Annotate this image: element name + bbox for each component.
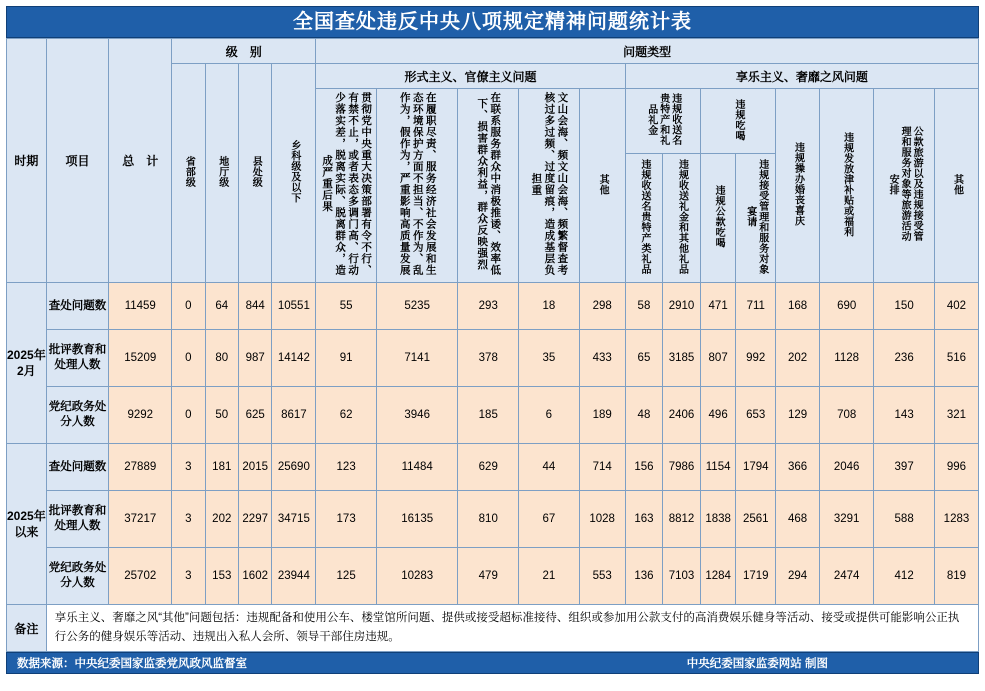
header-level-group: 级 别 <box>172 39 316 64</box>
cell-total: 37217 <box>109 491 172 548</box>
header-hedonism-col-travel-text: 公款旅游以及违规接受管理和服务对象等旅游活动安排 <box>887 126 923 242</box>
footer-source: 数据来源：中央纪委国家监委党风政风监督室 <box>17 658 247 670</box>
cell-formalism: 125 <box>316 548 377 605</box>
row-label: 批评教育和处理人数 <box>46 491 109 548</box>
header-formalism-col-4 <box>519 89 580 283</box>
header-hedonism-col-allowance-text: 违规发放津补贴或福利 <box>841 131 853 237</box>
cell-level: 2015 <box>238 444 271 491</box>
row-label: 查处问题数 <box>46 283 109 330</box>
cell-level: 1602 <box>238 548 271 605</box>
cell-hedonism: 7103 <box>663 548 701 605</box>
cell-level: 3 <box>172 491 205 548</box>
cell-formalism: 433 <box>579 330 625 387</box>
header-level-xiangke-text: 乡科级及以下 <box>288 140 300 203</box>
header-level-xianchu-text: 县处级 <box>250 155 262 188</box>
header-level-diting-text: 地厅级 <box>216 155 228 188</box>
cell-hedonism: 1154 <box>700 444 736 491</box>
header-banquet-col-1-text: 违规公款吃喝 <box>713 185 725 248</box>
cell-hedonism: 1719 <box>736 548 776 605</box>
header-hedonism-col-other <box>934 89 978 283</box>
header-gift-col-2-text: 违规收送礼金和其他礼品 <box>676 158 688 275</box>
header-level-diting <box>205 64 238 283</box>
table-row <box>7 330 979 387</box>
cell-level: 64 <box>205 283 238 330</box>
cell-level: 3 <box>172 548 205 605</box>
cell-level: 80 <box>205 330 238 387</box>
note-text: 享乐主义、奢靡之风“其他”问题包括：违规配备和使用公车、楼堂馆所问题、提供或接受超标准接待、组织或参加用公款支付的高消费娱乐健身等活动、接受或提供可能影响公正执行公务的健身娱乐等活动、违规出入私人会所、领导干部住房违规。 <box>46 605 978 652</box>
cell-level: 0 <box>172 283 205 330</box>
cell-formalism: 55 <box>316 283 377 330</box>
cell-level: 181 <box>205 444 238 491</box>
cell-formalism: 62 <box>316 387 377 444</box>
header-formalism-col-1-text: 贯彻党中央重大决策部署有令不行、有禁不止，或者表态多调门高、行动少落实差，脱离实际、脱离群众，造成严重后果 <box>321 92 373 276</box>
cell-total: 9292 <box>109 387 172 444</box>
header-level-xiangke <box>272 64 316 283</box>
cell-hedonism: 2406 <box>663 387 701 444</box>
cell-hedonism: 402 <box>934 283 978 330</box>
cell-formalism: 1028 <box>579 491 625 548</box>
cell-hedonism: 653 <box>736 387 776 444</box>
period-cell-2: 2025年以来 <box>7 444 47 605</box>
cell-level: 0 <box>172 330 205 387</box>
cell-level: 14142 <box>272 330 316 387</box>
cell-hedonism: 471 <box>700 283 736 330</box>
row-label: 批评教育和处理人数 <box>46 330 109 387</box>
cell-hedonism: 294 <box>776 548 820 605</box>
cell-level: 202 <box>205 491 238 548</box>
cell-total: 27889 <box>109 444 172 491</box>
header-banquet-group <box>700 89 775 154</box>
cell-formalism: 298 <box>579 283 625 330</box>
header-gift-col-1 <box>625 154 663 283</box>
table-row <box>7 283 979 330</box>
cell-hedonism: 3291 <box>819 491 873 548</box>
header-hedonism-col-wedding-text: 违规操办婚丧喜庆 <box>792 142 804 226</box>
header-formalism-group: 形式主义、官僚主义问题 <box>316 64 625 89</box>
table-row <box>7 548 979 605</box>
cell-formalism: 293 <box>458 283 519 330</box>
cell-formalism: 67 <box>519 491 580 548</box>
header-gift-group <box>625 89 700 154</box>
cell-formalism: 3946 <box>376 387 458 444</box>
cell-formalism: 629 <box>458 444 519 491</box>
cell-hedonism: 7986 <box>663 444 701 491</box>
cell-hedonism: 496 <box>700 387 736 444</box>
header-hedonism-col-other-text: 其他 <box>951 173 963 195</box>
cell-formalism: 10283 <box>376 548 458 605</box>
cell-formalism: 16135 <box>376 491 458 548</box>
cell-total: 15209 <box>109 330 172 387</box>
cell-formalism: 6 <box>519 387 580 444</box>
cell-hedonism: 807 <box>700 330 736 387</box>
cell-hedonism: 1128 <box>819 330 873 387</box>
cell-hedonism: 2910 <box>663 283 701 330</box>
header-gift-group-text: 违规收送名贵特产和礼品礼金 <box>645 93 681 146</box>
header-hedonism-col-wedding <box>776 89 820 283</box>
cell-level: 625 <box>238 387 271 444</box>
header-row-1 <box>7 39 979 64</box>
cell-formalism: 44 <box>519 444 580 491</box>
cell-level: 0 <box>172 387 205 444</box>
cell-hedonism: 163 <box>625 491 663 548</box>
cell-total: 25702 <box>109 548 172 605</box>
header-total: 总 计 <box>109 39 172 283</box>
cell-hedonism: 2474 <box>819 548 873 605</box>
table-row <box>7 444 979 491</box>
header-period: 时期 <box>7 39 47 283</box>
cell-hedonism: 2561 <box>736 491 776 548</box>
header-formalism-col-1 <box>316 89 377 283</box>
footer-bar <box>6 652 979 674</box>
cell-hedonism: 2046 <box>819 444 873 491</box>
header-item: 项目 <box>46 39 109 283</box>
header-gift-col-2 <box>663 154 701 283</box>
cell-hedonism: 3185 <box>663 330 701 387</box>
header-banquet-group-text: 违规吃喝 <box>732 98 744 141</box>
cell-level: 3 <box>172 444 205 491</box>
header-formalism-col-4-text: 文山会海、频文山会海、频繁督查考核过多过频、过度留痕，造成基层负担重 <box>530 92 569 276</box>
header-hedonism-col-allowance <box>819 89 873 283</box>
cell-formalism: 810 <box>458 491 519 548</box>
note-row <box>7 605 979 652</box>
cell-level: 8617 <box>272 387 316 444</box>
cell-total: 11459 <box>109 283 172 330</box>
period-cell-1: 2025年2月 <box>7 283 47 444</box>
cell-formalism: 5235 <box>376 283 458 330</box>
header-level-xianchu <box>238 64 271 283</box>
cell-formalism: 35 <box>519 330 580 387</box>
cell-hedonism: 143 <box>874 387 935 444</box>
header-formalism-col-2-text: 在履职尽责、服务经济社会发展和生态环境保护方面不担当、不作为、乱作为，假作为，严重影响高质量发展 <box>398 92 437 276</box>
header-gift-col-1-text: 违规收送名贵特产类礼品 <box>638 158 650 275</box>
cell-hedonism: 321 <box>934 387 978 444</box>
cell-hedonism: 202 <box>776 330 820 387</box>
page-title: 全国查处违反中央八项规定精神问题统计表 <box>6 6 979 38</box>
header-formalism-col-other-text: 其他 <box>597 173 609 195</box>
cell-hedonism: 48 <box>625 387 663 444</box>
cell-level: 50 <box>205 387 238 444</box>
cell-hedonism: 516 <box>934 330 978 387</box>
cell-hedonism: 588 <box>874 491 935 548</box>
cell-hedonism: 468 <box>776 491 820 548</box>
cell-level: 844 <box>238 283 271 330</box>
cell-level: 34715 <box>272 491 316 548</box>
header-hedonism-col-travel <box>874 89 935 283</box>
cell-hedonism: 168 <box>776 283 820 330</box>
cell-level: 23944 <box>272 548 316 605</box>
table-row <box>7 387 979 444</box>
cell-hedonism: 690 <box>819 283 873 330</box>
header-formalism-col-3 <box>458 89 519 283</box>
cell-hedonism: 58 <box>625 283 663 330</box>
cell-formalism: 11484 <box>376 444 458 491</box>
cell-hedonism: 156 <box>625 444 663 491</box>
header-banquet-col-2 <box>736 154 776 283</box>
cell-formalism: 479 <box>458 548 519 605</box>
cell-hedonism: 412 <box>874 548 935 605</box>
row-label: 党纪政务处分人数 <box>46 387 109 444</box>
cell-hedonism: 711 <box>736 283 776 330</box>
cell-hedonism: 136 <box>625 548 663 605</box>
cell-level: 153 <box>205 548 238 605</box>
cell-formalism: 21 <box>519 548 580 605</box>
header-banquet-col-2-text: 违规接受管理和服务对象宴请 <box>744 158 768 275</box>
footer-producer: 中央纪委国家监委网站 制图 <box>686 658 828 670</box>
cell-level: 25690 <box>272 444 316 491</box>
cell-hedonism: 397 <box>874 444 935 491</box>
cell-level: 10551 <box>272 283 316 330</box>
cell-hedonism: 366 <box>776 444 820 491</box>
cell-hedonism: 992 <box>736 330 776 387</box>
header-hedonism-group: 享乐主义、奢靡之风问题 <box>625 64 978 89</box>
row-label: 党纪政务处分人数 <box>46 548 109 605</box>
cell-formalism: 714 <box>579 444 625 491</box>
header-problem-type-group: 问题类型 <box>316 39 979 64</box>
cell-level: 987 <box>238 330 271 387</box>
cell-formalism: 173 <box>316 491 377 548</box>
header-banquet-col-1 <box>700 154 736 283</box>
cell-hedonism: 1283 <box>934 491 978 548</box>
cell-hedonism: 996 <box>934 444 978 491</box>
cell-hedonism: 1284 <box>700 548 736 605</box>
cell-formalism: 123 <box>316 444 377 491</box>
header-formalism-col-other <box>579 89 625 283</box>
header-level-sheng <box>172 64 205 283</box>
statistics-table <box>6 38 979 652</box>
cell-formalism: 18 <box>519 283 580 330</box>
cell-hedonism: 150 <box>874 283 935 330</box>
cell-hedonism: 819 <box>934 548 978 605</box>
cell-hedonism: 129 <box>776 387 820 444</box>
header-level-sheng-text: 省部级 <box>183 155 195 188</box>
cell-formalism: 7141 <box>376 330 458 387</box>
header-formalism-col-3-text: 在联系服务群众中消极推诿、效率低下、损害群众利益，群众反映强烈 <box>476 92 502 276</box>
table-row <box>7 491 979 548</box>
cell-hedonism: 8812 <box>663 491 701 548</box>
cell-formalism: 91 <box>316 330 377 387</box>
cell-formalism: 553 <box>579 548 625 605</box>
cell-level: 2297 <box>238 491 271 548</box>
cell-hedonism: 1794 <box>736 444 776 491</box>
cell-hedonism: 708 <box>819 387 873 444</box>
cell-hedonism: 1838 <box>700 491 736 548</box>
row-label: 查处问题数 <box>46 444 109 491</box>
header-formalism-col-2 <box>376 89 458 283</box>
cell-formalism: 189 <box>579 387 625 444</box>
cell-hedonism: 236 <box>874 330 935 387</box>
cell-formalism: 378 <box>458 330 519 387</box>
note-label: 备注 <box>7 605 47 652</box>
cell-hedonism: 65 <box>625 330 663 387</box>
cell-formalism: 185 <box>458 387 519 444</box>
